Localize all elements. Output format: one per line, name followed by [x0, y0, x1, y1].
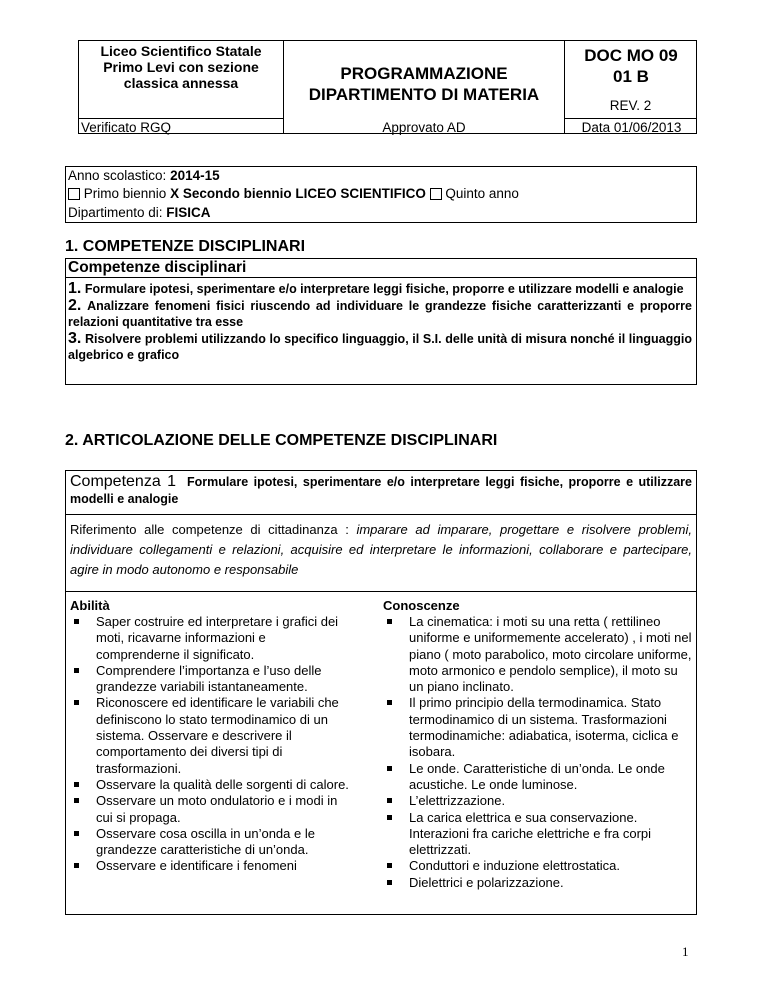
abilita-title: Abilità: [70, 598, 110, 613]
abilita-item: Osservare un moto ondulatorio e i modi in cui si propaga.: [70, 793, 352, 826]
conoscenza-item: Il primo principio della termodinamica. Stato termodinamico di un sistema. Trasformazioni termodinamiche: adiabatica, isoterma, ciclica e isobara.: [383, 695, 693, 760]
checkbox-quinto-anno[interactable]: [430, 188, 442, 200]
section2-heading: 2. ARTICOLAZIONE DELLE COMPETENZE DISCIPLINARI: [65, 432, 498, 449]
abilita-item: Osservare e identificare i fenomeni: [70, 858, 352, 874]
abilita-item: Saper costruire ed interpretare i grafici dei moti, ricavarne informazioni e comprenderne il significato.: [70, 614, 352, 663]
competenze-title: Competenze disciplinari: [68, 259, 247, 276]
conoscenze-column: [383, 598, 693, 891]
page-number: 1: [682, 944, 689, 959]
school-year: Anno scolastico: 2014-15: [68, 168, 220, 183]
competenza-item: 1. Formulare ipotesi, sperimentare e/o interpretare leggi fisiche, proporre e utilizzare modelli e analogie: [68, 280, 684, 297]
abilita-item: Comprendere l’importanza e l’uso delle grandezze variabili istantaneamente.: [70, 663, 352, 696]
competenza1-header: Competenza 1 Formulare ipotesi, sperimentare e/o interpretare leggi fisiche, proporre e utilizzare modelli e analogie: [70, 473, 692, 506]
competenza-item: 3. Risolvere problemi utilizzando lo specifico linguaggio, il S.I. delle unità di misura nonché il linguaggio algebrico e grafico: [68, 329, 692, 362]
checkbox-primo-biennio[interactable]: [68, 188, 80, 200]
competenza-item: 2. Analizzare fenomeni fisici riuscendo ad individuare le grandezze fisiche caratterizzanti e proporre relazioni quantitative tra esse: [68, 296, 692, 329]
department: Dipartimento di: FISICA: [68, 205, 211, 220]
document-header: [78, 40, 697, 134]
verified-by: Verificato RGQ: [81, 120, 172, 135]
abilita-item: Riconoscere ed identificare le variabili che definiscono lo stato termodinamico di un sistema. Osservare e descrivere il comportamento dei diversi tipi di trasformazioni.: [70, 695, 352, 776]
conoscenza-item: Conduttori e induzione elettrostatica.: [383, 858, 693, 874]
conoscenza-item: La cinematica: i moti su una retta ( rettilineo uniforme e uniformemente accelerato) , i moti nel piano ( moto parabolico, moto circolare uniforme, moto armonico e pendolo semplice), il moto su un piano inclinato.: [383, 614, 693, 695]
cittadinanza-reference: Riferimento alle competenze di cittadinanza : imparare ad imparare, progettare e risolvere problemi, individuare collegamenti e relazioni, acquisire ed interpretare le informazioni, collaborare e partecipare, agire in modo autonomo e responsabile: [70, 522, 692, 577]
document-title: PROGRAMMAZIONE DIPARTIMENTO DI MATERIA: [308, 64, 540, 104]
conoscenza-item: Le onde. Caratteristiche di un’onda. Le onde acustiche. Le onde luminose.: [383, 761, 693, 794]
document-date: Data 01/06/2013: [581, 120, 682, 135]
course-options: Primo biennio X Secondo biennio LICEO SCIENTIFICO Quinto anno: [68, 185, 519, 202]
abilita-column: [70, 598, 352, 875]
document-code: DOC MO 09 01 B: [584, 46, 678, 86]
abilita-item: Osservare la qualità delle sorgenti di calore.: [70, 777, 352, 793]
competenze-list: [68, 281, 692, 364]
abilita-item: Osservare cosa oscilla in un’onda e le grandezze caratteristiche di un’onda.: [70, 826, 352, 859]
approved-by: Approvato AD: [382, 120, 466, 135]
competenza1-table: [65, 470, 697, 915]
conoscenza-item: L’elettrizzazione.: [383, 793, 693, 809]
conoscenza-item: Dielettrici e polarizzazione.: [383, 875, 693, 891]
competenze-box: [65, 258, 697, 385]
section1-heading: 1. COMPETENZE DISCIPLINARI: [65, 238, 306, 255]
conoscenze-title: Conoscenze: [383, 598, 460, 613]
info-box: [65, 166, 697, 223]
revision: REV. 2: [609, 98, 652, 113]
conoscenza-item: La carica elettrica e sua conservazione. Interazioni fra cariche elettriche e fra corpi elettrizzati.: [383, 810, 693, 859]
school-name: Liceo Scientifico Statale Primo Levi con sezione classica annessa: [100, 43, 262, 91]
